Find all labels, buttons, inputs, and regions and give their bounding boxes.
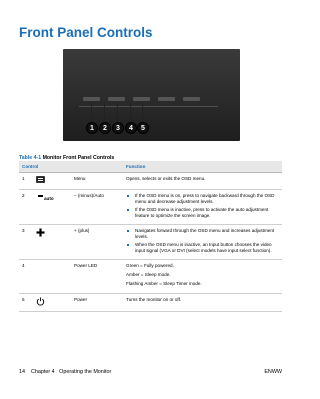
control-name: Power LED	[71, 260, 123, 294]
bullet-icon	[127, 195, 129, 197]
controls-table	[19, 161, 282, 312]
table-caption-text: Monitor Front Panel Controls	[42, 155, 115, 161]
row-number: 5	[19, 294, 33, 312]
control-name: Power	[71, 294, 123, 312]
control-name: + (plus)	[71, 225, 123, 260]
panel-button-4	[158, 97, 175, 101]
callout-4: 4	[125, 122, 137, 134]
header-function: Function	[123, 161, 282, 173]
function-text: If the OSD menu is inactive, press to activate the auto adjustment feature to optimize the screen image.	[135, 207, 269, 218]
button-strip	[77, 96, 219, 103]
function-item	[126, 242, 279, 254]
callout-3: 3	[112, 122, 124, 134]
function-text: Navigates forward through the OSD menu and increases adjustment levels.	[135, 228, 275, 239]
table-row	[19, 173, 282, 190]
footer-page-chapter: 14 Chapter 4 Operating the Monitor	[19, 369, 112, 375]
function-text: Flashing Amber = Sleep Timer mode.	[126, 281, 202, 286]
function-text: If the OSD menu is on, press to navigate backward through the OSD menu and decrease adjustment levels.	[135, 193, 275, 204]
table-header-row	[19, 161, 282, 173]
callout-2: 2	[99, 122, 111, 134]
table-row	[19, 260, 282, 294]
table-caption-number: Table 4-1	[19, 155, 42, 161]
panel-button-5	[183, 97, 200, 101]
row-number: 2	[19, 190, 33, 225]
panel-button-1	[83, 97, 100, 101]
plus-icon	[36, 233, 45, 238]
callout-line-1	[91, 103, 92, 122]
function-item	[126, 207, 279, 219]
bullet-icon	[127, 244, 129, 246]
page-title: Front Panel Controls	[19, 25, 153, 40]
function-item	[126, 193, 279, 205]
callout-line-2	[104, 103, 105, 122]
callout-line-3	[117, 103, 118, 122]
footer-locale: ENWW	[264, 369, 282, 375]
bullet-icon	[127, 230, 129, 232]
row-number: 1	[19, 173, 33, 190]
panel-button-2	[108, 97, 125, 101]
header-control: Control	[19, 161, 123, 173]
function-text: Opens, selects or exits the OSD menu.	[126, 176, 206, 181]
function-list	[126, 193, 279, 219]
function-text: When the OSD menu is inactive, an Input button chooses the video input signal (VGA or DVI (select models have input select function).	[135, 242, 272, 253]
table-row	[19, 225, 282, 260]
function-text: Green = Fully powered.	[126, 263, 174, 268]
control-name: – (minus)/Auto	[71, 190, 123, 225]
callout-line-4	[130, 103, 131, 122]
menu-icon	[36, 180, 45, 185]
function-text: Turns the monitor on or off.	[126, 297, 182, 302]
callout-line-5	[142, 103, 143, 122]
table-row	[19, 190, 282, 225]
table-row	[19, 294, 282, 312]
function-item	[126, 228, 279, 240]
row-number: 4	[19, 260, 33, 294]
auto-icon-label: auto	[44, 196, 54, 201]
panel-button-3	[133, 97, 150, 101]
function-text: Amber = Sleep mode.	[126, 272, 171, 277]
control-name: Menu	[71, 173, 123, 190]
callout-1: 1	[86, 122, 98, 134]
minus-auto-icon	[36, 193, 62, 202]
callout-5: 5	[137, 122, 149, 134]
bezel-line	[79, 106, 218, 107]
bullet-icon	[127, 209, 129, 211]
power-icon	[36, 302, 45, 307]
function-list	[126, 228, 279, 254]
row-number: 3	[19, 225, 33, 260]
minus-icon	[38, 195, 43, 197]
